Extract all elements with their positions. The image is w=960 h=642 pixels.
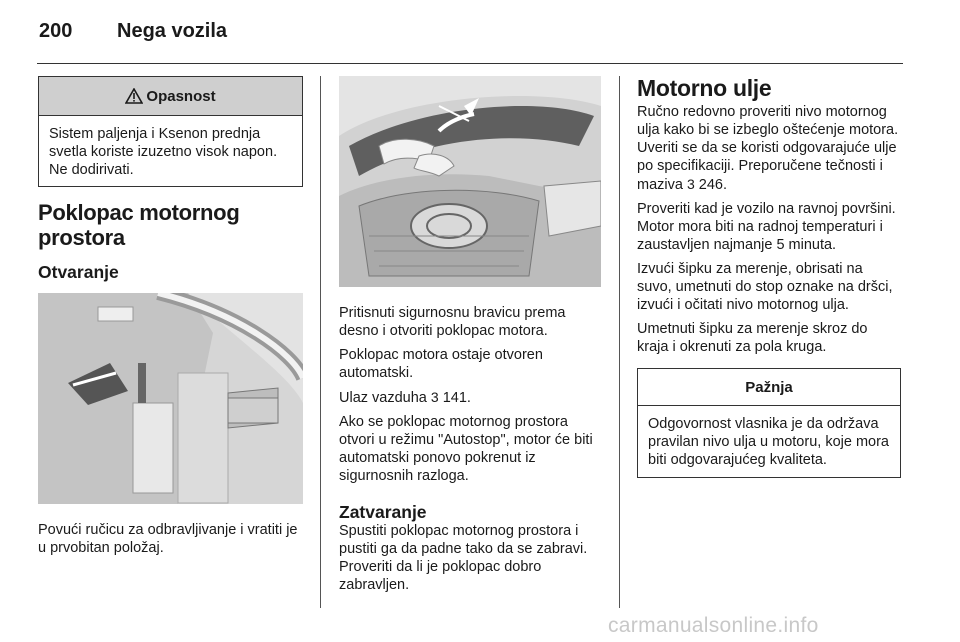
danger-box-text: Sistem paljenja i Ksenon prednja svetla koriste izuzetno visok napon. Ne dodirivati. [49,126,278,178]
illustration-caption: Povući ručicu za odbravljivanje i vratiti je u prvobitan položaj. [38,522,298,556]
page-header [37,18,903,64]
notice-box [637,368,901,478]
paragraph-close-hood: Spustiti poklopac motornog prostora i pustiti ga da padne tako da se zabravi. Proveriti da li je poklopac dobro zabravljen. [339,523,588,593]
section-heading: Poklopac motornog prostora [38,200,240,250]
paragraph-air-intake [339,388,601,407]
column-divider [320,76,321,608]
page-reference-icon: 3 [686,176,695,192]
page-reference-icon: 3 [430,389,439,405]
air-intake-text: Ulaz vazduha [339,390,427,406]
air-intake-ref: 141. [442,390,471,406]
page-number: 200 [39,20,73,42]
check-oil-text: Ručno redovno proveriti nivo motornog ulja kako bi se izbeglo oštećenje motora. Uveriti se da se koristi odgovarajuće ulje po specifikaciji. Preporučene tečnosti i maziva [637,104,899,193]
danger-box-header [39,77,302,116]
illustration-release-lever [38,293,303,504]
notice-box-title: Pažnja [745,378,793,396]
middle-column [339,76,601,594]
paragraph-autostop: Ako se poklopac motornog prostora otvori u režimu "Autostop", motor će biti automatski ponovo pokrenut iz sigurnosnih razloga. [339,414,593,484]
notice-box-text: Odgovornost vlasnika je da održava pravilan nivo ulja u motoru, koje mora biti odgovarajućeg kvaliteta. [648,416,889,468]
paragraph-check-oil [637,103,901,194]
watermark: carmanualsonline.info [608,614,819,637]
paragraph-insert-dipstick: Umetnuti šipku za merenje skroz do kraja i okrenuti za pola kruga. [637,321,868,355]
check-oil-ref: 246. [698,177,728,193]
paragraph-dipstick: Izvući šipku za merenje, obrisati na suvo, umetnuti do stop oznake na dršci, izvući i očitati nivo motornog ulja. [637,261,893,313]
release-lever-image [38,293,303,504]
subheading-zatvaranje: Zatvaranje [339,502,427,522]
illustration-hood-latch [339,76,601,287]
paragraph-stays-open: Poklopac motora ostaje otvoren automatski. [339,347,543,381]
paragraph-open-hood: Pritisnuti sigurnosnu bravicu prema desno i otvoriti poklopac motora. [339,305,566,339]
notice-box-header [638,369,900,406]
page-title: Nega vozila [117,20,228,42]
warning-icon [125,88,143,104]
danger-box-title: Opasnost [146,87,216,105]
subheading-otvaranje: Otvaranje [38,262,119,282]
column-divider [619,76,620,608]
hood-latch-image [339,76,601,287]
right-column [637,76,901,478]
left-column [38,76,303,557]
section-heading-oil: Motorno ulje [637,75,772,101]
paragraph-level-surface: Proveriti kad je vozilo na ravnoj površini. Motor mora biti na radnoj temperaturi i zaustavljen najmanje 5 minuta. [637,201,896,253]
danger-box [38,76,303,187]
